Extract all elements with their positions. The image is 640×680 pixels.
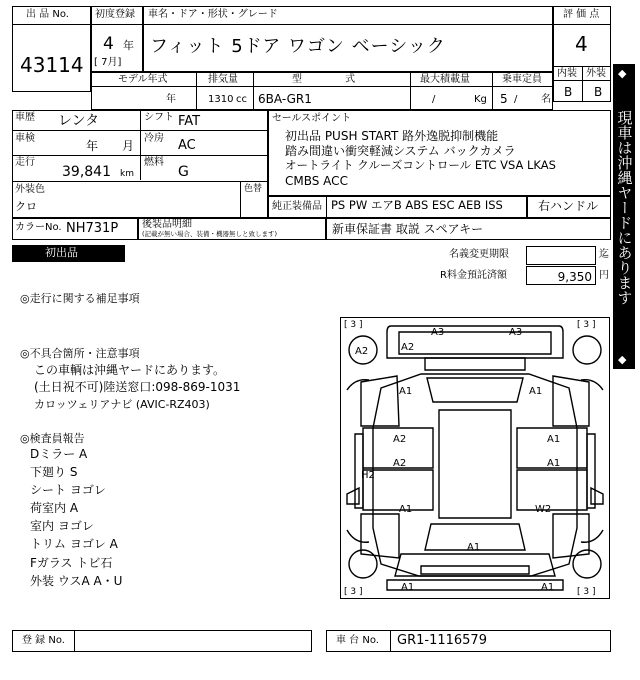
displacement: 1310 bbox=[208, 94, 234, 105]
history-value: レンタ bbox=[58, 113, 100, 129]
interior-grade: B bbox=[564, 85, 573, 99]
capacity: 5 bbox=[500, 92, 508, 106]
mileage-unit: km bbox=[120, 169, 134, 179]
inspector-line-6: トリム ヨゴレ A bbox=[30, 537, 118, 551]
mark-left-front-fender: A1 bbox=[399, 504, 413, 515]
mark-left-door-rear: A2 bbox=[393, 434, 407, 445]
type-label: 型 式 bbox=[292, 74, 356, 85]
first-registration-year: 4 bbox=[103, 34, 114, 54]
spec-col-div-2 bbox=[253, 72, 254, 110]
spec-col-div-3 bbox=[410, 72, 411, 110]
mark-rear-right-fender: A1 bbox=[529, 386, 543, 397]
sales-point-line-3: オートライト クルーズコントロール ETC VSA LKAS bbox=[285, 158, 556, 172]
chassis-no-divider bbox=[390, 630, 391, 652]
rear-panel bbox=[399, 332, 551, 354]
inspector-line-1: Dミラー A bbox=[30, 447, 88, 461]
sales-point-line-2: 踏み間違い衝突軽減システム バックカメラ bbox=[285, 144, 516, 158]
inspector-line-3: シート ヨゴレ bbox=[30, 483, 106, 497]
defects-heading: ◎不具合箇所・注意事項 bbox=[20, 347, 140, 360]
inspection-label: 車検 bbox=[15, 133, 35, 144]
inspector-line-7: Fガラス トビ石 bbox=[30, 556, 113, 570]
first-listing-banner bbox=[12, 245, 125, 262]
sales-points-label: セールスポイント bbox=[272, 113, 352, 124]
shift-value: FAT bbox=[178, 114, 201, 129]
aftermarket-label: 後装品明細 bbox=[142, 219, 192, 230]
mark-rear-left-circle: A2 bbox=[355, 346, 369, 357]
defects-line-1: この車輌は沖縄ヤードにあります。 bbox=[34, 363, 226, 377]
grade-divider-mid bbox=[582, 66, 583, 102]
name-change-field bbox=[526, 246, 596, 265]
details-col-div bbox=[140, 110, 141, 180]
mark-front-bumper-right: A1 bbox=[541, 582, 555, 593]
model-year-unit: 年 bbox=[166, 94, 176, 105]
displacement-label: 排気量 bbox=[208, 74, 238, 85]
defects-line-2: (土日祝不可)陸送窓口:098-869-1031 bbox=[34, 380, 241, 394]
first-registration-month: [ 7月] bbox=[94, 57, 122, 68]
rear-window bbox=[427, 378, 523, 402]
lot-number-label: 出 品 No. bbox=[26, 9, 69, 20]
name-change-unit: 迄 bbox=[599, 249, 609, 260]
corner-bl: [ 3 ] bbox=[344, 587, 363, 597]
recycle-label: R料金預託済額 bbox=[440, 270, 507, 281]
name-change-label: 名義変更期限 bbox=[449, 249, 509, 260]
capacity-unit: 名 bbox=[541, 94, 551, 105]
exterior-grade-label: 外装 bbox=[586, 68, 606, 79]
details-row-div-2 bbox=[12, 155, 268, 156]
score-label: 評 価 点 bbox=[563, 9, 600, 20]
sales-point-line-4: CMBS ACC bbox=[285, 174, 348, 188]
wheel-rear-right bbox=[573, 336, 601, 364]
inspector-line-2: 下廻り S bbox=[30, 465, 78, 479]
details-row-div-3 bbox=[12, 181, 268, 182]
recycle-value: 9,350 bbox=[557, 270, 592, 284]
recycle-unit: 円 bbox=[599, 270, 609, 281]
first-listing-text: 初出品 bbox=[45, 246, 78, 259]
corner-tl: [ 3 ] bbox=[344, 320, 363, 330]
mark-right-door-rear: A1 bbox=[547, 434, 561, 445]
car-diagram-svg bbox=[341, 318, 609, 598]
fuel-label: 燃料 bbox=[144, 157, 164, 168]
max-load-label: 最大積載量 bbox=[420, 74, 470, 85]
interior-grade-label: 内装 bbox=[557, 68, 577, 79]
ac-label: 冷房 bbox=[144, 133, 164, 144]
car-name-divider bbox=[143, 24, 553, 25]
score-divider bbox=[553, 24, 611, 25]
driving-notes-heading: ◎走行に関する補足事項 bbox=[20, 292, 140, 305]
left-mirror bbox=[347, 488, 359, 504]
mark-rear-a3-left: A3 bbox=[431, 327, 445, 338]
inspector-line-4: 荷室内 A bbox=[30, 501, 79, 515]
displacement-unit: cc bbox=[236, 94, 247, 105]
mark-rear-a3-right: A3 bbox=[509, 327, 523, 338]
reg-no-divider bbox=[74, 630, 75, 652]
model-year-label: モデル年式 bbox=[118, 74, 168, 85]
grade-divider-row bbox=[553, 80, 611, 81]
left-front-fender bbox=[361, 514, 399, 558]
model-type: 6BA-GR1 bbox=[258, 92, 312, 106]
handle-value: 右ハンドル bbox=[538, 199, 599, 213]
car-diagram bbox=[340, 317, 610, 599]
mark-right-front-fender: W2 bbox=[535, 504, 552, 515]
color-no-label: 色替 bbox=[244, 184, 263, 194]
first-registration-year-unit: 年 bbox=[123, 39, 134, 52]
car-name: フィット 5ドア ワゴン ベーシック bbox=[150, 36, 446, 57]
inspector-heading: ◎検査員報告 bbox=[20, 432, 85, 445]
std-equipment-divider bbox=[326, 196, 327, 218]
side-note-bar bbox=[613, 64, 635, 369]
color-no-div bbox=[240, 181, 241, 218]
inspector-line-5: 室内 ヨゴレ bbox=[30, 519, 94, 533]
inspection-month: 月 bbox=[122, 139, 135, 153]
std-equipment-label: 純正装備品 bbox=[272, 201, 322, 212]
mark-left-rocker: H2 bbox=[361, 470, 375, 481]
mark-rear-bumper: A2 bbox=[401, 342, 415, 353]
sales-point-line-1: 初出品 PUSH START 路外逸脱抑制機能 bbox=[285, 129, 499, 143]
mileage-label: 走行 bbox=[15, 157, 35, 168]
capacity-label: 乗車定員 bbox=[502, 74, 542, 85]
std-equipment-items: PS PW エアB ABS ESC AEB ISS bbox=[331, 198, 503, 212]
aftermarket-note: (記載が無い場合、装備・機器無しと致します) bbox=[142, 230, 278, 238]
fuel-value: G bbox=[178, 164, 189, 180]
mark-right-door-front: A1 bbox=[547, 458, 561, 469]
ext-color-label: 外装色 bbox=[15, 184, 45, 195]
inspection-year: 年 bbox=[86, 139, 99, 153]
mark-front-bumper-left: A1 bbox=[401, 582, 415, 593]
side-note-marker-bottom: ◆ bbox=[618, 353, 627, 366]
corner-tr: [ 3 ] bbox=[577, 320, 596, 330]
hood-outline bbox=[395, 554, 555, 576]
right-mirror bbox=[591, 488, 603, 504]
ext-color-value: クロ bbox=[15, 200, 37, 213]
reg-no-label: 登 録 No. bbox=[22, 635, 65, 646]
color-code-value: NH731P bbox=[66, 221, 119, 236]
inspector-line-8: 外装 ウスA A・U bbox=[30, 574, 123, 588]
details-row-div-1 bbox=[12, 130, 268, 131]
max-load-slash: / bbox=[432, 94, 436, 105]
side-note-text: 現車は沖縄ヤードにあります bbox=[615, 110, 634, 305]
spec-header-divider bbox=[91, 86, 553, 87]
roof-panel bbox=[439, 410, 511, 518]
chassis-no-value: GR1-1116579 bbox=[397, 633, 487, 648]
exterior-grade: B bbox=[594, 85, 603, 99]
shift-label: シフト bbox=[144, 112, 174, 123]
mark-rear-left-fender: A1 bbox=[399, 386, 413, 397]
car-name-label: 車名・ドア・形状・グレード bbox=[148, 9, 278, 20]
ac-value: AC bbox=[178, 138, 196, 153]
max-load-unit: Kg bbox=[474, 94, 487, 105]
lot-number: 43114 bbox=[20, 53, 84, 77]
spec-col-div-4 bbox=[492, 72, 493, 110]
capacity-slash: / bbox=[514, 94, 518, 105]
front-grille bbox=[421, 566, 529, 574]
first-registration-label: 初度登録 bbox=[95, 9, 135, 20]
recycle-field bbox=[526, 266, 596, 285]
history-label: 車歴 bbox=[15, 112, 35, 123]
warranty-items: 新車保証書 取説 スペアキー bbox=[332, 222, 484, 236]
color-code-label: カラーNo. bbox=[15, 222, 62, 233]
side-note-marker-top: ◆ bbox=[618, 67, 627, 80]
lot-number-divider bbox=[12, 24, 91, 25]
first-registration-divider bbox=[91, 24, 143, 25]
corner-br: [ 3 ] bbox=[577, 587, 596, 597]
front-right-arch bbox=[581, 530, 603, 542]
tailgate-glass bbox=[425, 358, 525, 370]
chassis-no-label: 車 台 No. bbox=[336, 635, 379, 646]
mileage-value: 39,841 bbox=[62, 164, 111, 180]
spec-col-div-1 bbox=[196, 72, 197, 110]
front-left-arch bbox=[347, 530, 369, 542]
mark-left-door-front: A2 bbox=[393, 458, 407, 469]
defects-line-3: カロッツェリアナビ (AVIC-RZ403) bbox=[34, 398, 210, 411]
right-front-fender bbox=[553, 514, 589, 558]
mark-hood: A1 bbox=[467, 542, 481, 553]
score-value: 4 bbox=[575, 32, 588, 56]
